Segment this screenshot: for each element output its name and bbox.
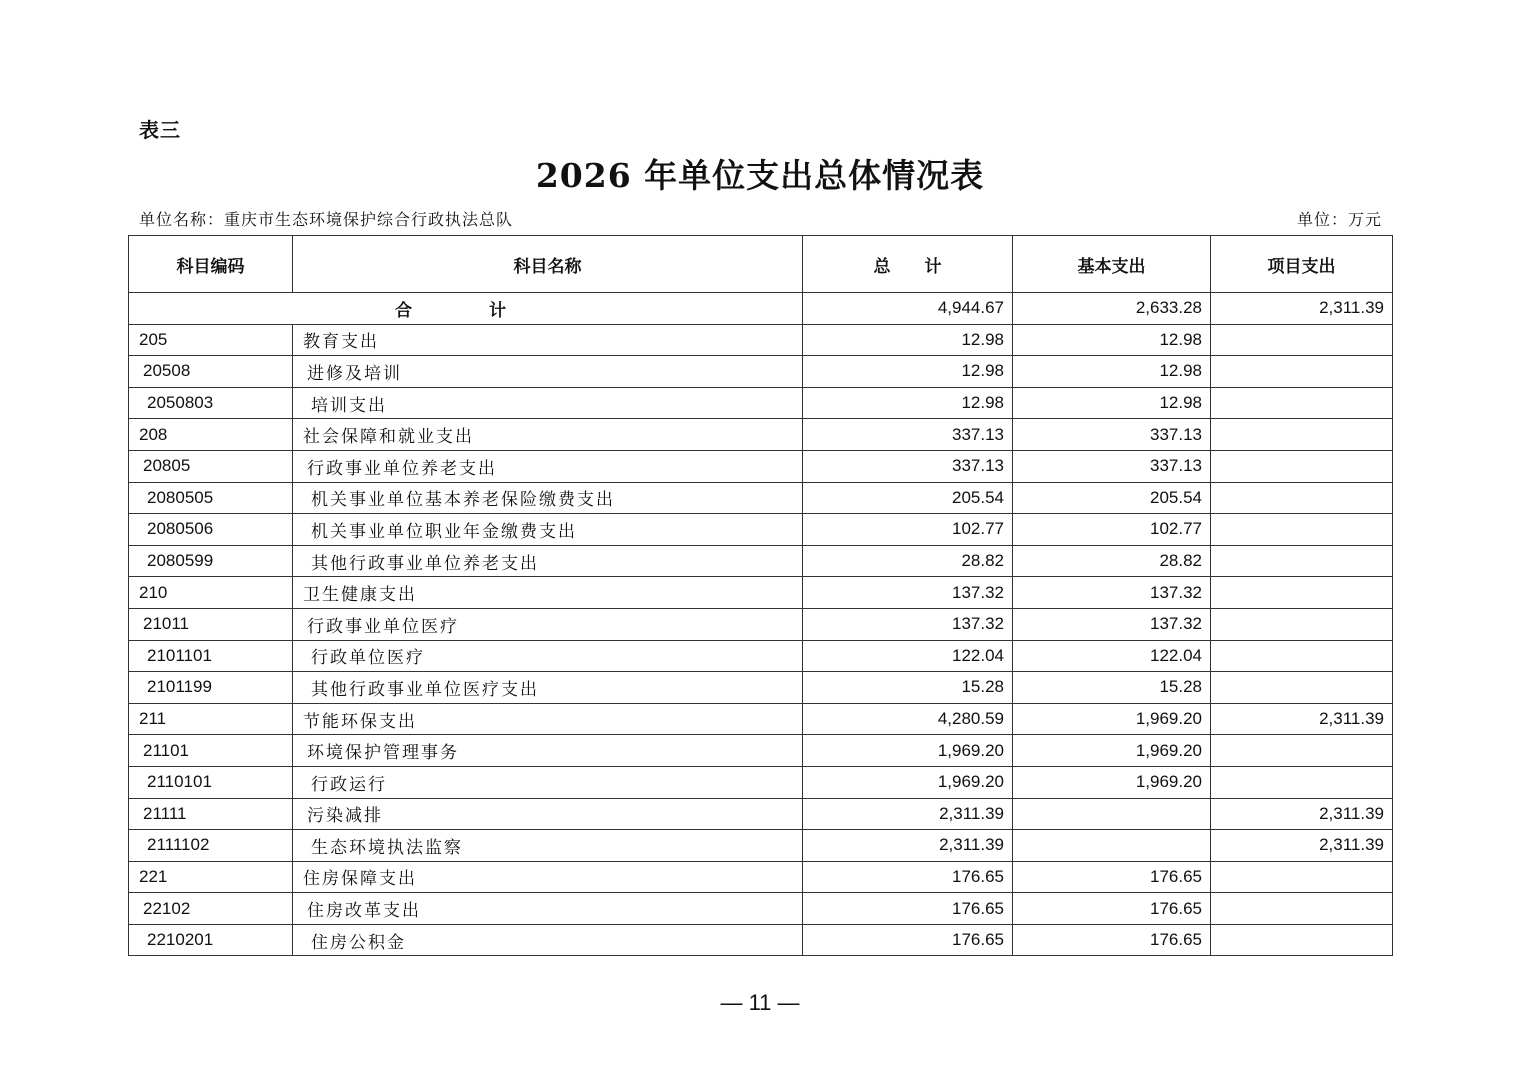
page-number: — 11 — xyxy=(720,990,800,1015)
total-label: 合 计 xyxy=(129,293,803,325)
cell-total: 2,311.39 xyxy=(803,830,1013,862)
cell-total: 15.28 xyxy=(803,672,1013,704)
total-basic: 2,633.28 xyxy=(1013,293,1211,325)
cell-code: 22102 xyxy=(129,893,293,925)
cell-code: 2101199 xyxy=(129,672,293,704)
cell-code: 2080599 xyxy=(129,545,293,577)
cell-project xyxy=(1211,608,1393,640)
cell-total: 28.82 xyxy=(803,545,1013,577)
cell-code: 210 xyxy=(129,577,293,609)
table-row xyxy=(129,514,1393,546)
cell-basic: 1,969.20 xyxy=(1013,735,1211,767)
cell-total: 12.98 xyxy=(803,356,1013,388)
cell-code: 221 xyxy=(129,861,293,893)
cell-name: 卫生健康支出 xyxy=(293,577,803,609)
cell-basic: 122.04 xyxy=(1013,640,1211,672)
cell-project xyxy=(1211,640,1393,672)
cell-project xyxy=(1211,482,1393,514)
unit-of-measure: 单位：万元 xyxy=(1296,210,1382,229)
cell-total: 4,280.59 xyxy=(803,703,1013,735)
cell-name: 培训支出 xyxy=(293,387,803,419)
cell-basic: 12.98 xyxy=(1013,324,1211,356)
cell-total: 2,311.39 xyxy=(803,798,1013,830)
cell-project xyxy=(1211,766,1393,798)
cell-basic: 176.65 xyxy=(1013,861,1211,893)
cell-basic: 1,969.20 xyxy=(1013,766,1211,798)
cell-total: 176.65 xyxy=(803,893,1013,925)
cell-name: 社会保障和就业支出 xyxy=(293,419,803,451)
cell-total: 176.65 xyxy=(803,861,1013,893)
table-row xyxy=(129,798,1393,830)
cell-code: 21101 xyxy=(129,735,293,767)
cell-name: 机关事业单位基本养老保险缴费支出 xyxy=(293,482,803,514)
cell-total: 137.32 xyxy=(803,577,1013,609)
table-row xyxy=(129,387,1393,419)
total-row xyxy=(129,293,1393,325)
header-total: 总 计 xyxy=(803,236,1013,293)
cell-project xyxy=(1211,924,1393,956)
cell-project: 2,311.39 xyxy=(1211,830,1393,862)
cell-basic: 15.28 xyxy=(1013,672,1211,704)
cell-basic xyxy=(1013,798,1211,830)
cell-basic: 28.82 xyxy=(1013,545,1211,577)
cell-code: 2210201 xyxy=(129,924,293,956)
cell-total: 205.54 xyxy=(803,482,1013,514)
cell-code: 2110101 xyxy=(129,766,293,798)
cell-basic: 337.13 xyxy=(1013,450,1211,482)
cell-name: 生态环境执法监察 xyxy=(293,830,803,862)
table-row xyxy=(129,608,1393,640)
table-row xyxy=(129,735,1393,767)
table-row xyxy=(129,545,1393,577)
cell-project xyxy=(1211,514,1393,546)
header-basic: 基本支出 xyxy=(1013,236,1211,293)
unit-name: 单位名称：重庆市生态环境保护综合行政执法总队 xyxy=(139,210,514,229)
cell-code: 21111 xyxy=(129,798,293,830)
table-row xyxy=(129,861,1393,893)
total-project: 2,311.39 xyxy=(1211,293,1393,325)
cell-name: 其他行政事业单位医疗支出 xyxy=(293,672,803,704)
table-row xyxy=(129,482,1393,514)
cell-project xyxy=(1211,545,1393,577)
table-label: 表三 xyxy=(139,118,181,142)
cell-basic: 137.32 xyxy=(1013,608,1211,640)
cell-code: 2101101 xyxy=(129,640,293,672)
cell-total: 337.13 xyxy=(803,450,1013,482)
header-name: 科目名称 xyxy=(293,236,803,293)
cell-project xyxy=(1211,450,1393,482)
table-row xyxy=(129,450,1393,482)
header-project: 项目支出 xyxy=(1211,236,1393,293)
cell-total: 1,969.20 xyxy=(803,766,1013,798)
cell-project xyxy=(1211,861,1393,893)
cell-code: 2080506 xyxy=(129,514,293,546)
table-row xyxy=(129,324,1393,356)
table-row xyxy=(129,640,1393,672)
table-row xyxy=(129,577,1393,609)
cell-code: 208 xyxy=(129,419,293,451)
table-row xyxy=(129,672,1393,704)
cell-total: 122.04 xyxy=(803,640,1013,672)
cell-project xyxy=(1211,324,1393,356)
header-row xyxy=(129,236,1393,293)
cell-name: 节能环保支出 xyxy=(293,703,803,735)
cell-code: 20805 xyxy=(129,450,293,482)
cell-name: 住房公积金 xyxy=(293,924,803,956)
cell-total: 102.77 xyxy=(803,514,1013,546)
cell-name: 污染减排 xyxy=(293,798,803,830)
total-sum: 4,944.67 xyxy=(803,293,1013,325)
cell-name: 进修及培训 xyxy=(293,356,803,388)
cell-project: 2,311.39 xyxy=(1211,798,1393,830)
cell-total: 137.32 xyxy=(803,608,1013,640)
cell-basic: 12.98 xyxy=(1013,387,1211,419)
cell-project xyxy=(1211,387,1393,419)
table-row xyxy=(129,924,1393,956)
cell-name: 行政事业单位医疗 xyxy=(293,608,803,640)
cell-total: 12.98 xyxy=(803,387,1013,419)
cell-name: 其他行政事业单位养老支出 xyxy=(293,545,803,577)
cell-total: 176.65 xyxy=(803,924,1013,956)
table-row xyxy=(129,419,1393,451)
cell-name: 机关事业单位职业年金缴费支出 xyxy=(293,514,803,546)
page-title: 2026 年单位支出总体情况表 xyxy=(535,156,985,195)
cell-name: 环境保护管理事务 xyxy=(293,735,803,767)
cell-project xyxy=(1211,577,1393,609)
cell-project xyxy=(1211,419,1393,451)
cell-basic: 102.77 xyxy=(1013,514,1211,546)
table-row xyxy=(129,893,1393,925)
cell-code: 2050803 xyxy=(129,387,293,419)
cell-basic: 205.54 xyxy=(1013,482,1211,514)
cell-code: 2111102 xyxy=(129,830,293,862)
cell-project xyxy=(1211,672,1393,704)
cell-basic: 1,969.20 xyxy=(1013,703,1211,735)
cell-code: 211 xyxy=(129,703,293,735)
cell-basic: 176.65 xyxy=(1013,924,1211,956)
cell-code: 20508 xyxy=(129,356,293,388)
cell-name: 行政运行 xyxy=(293,766,803,798)
cell-project xyxy=(1211,735,1393,767)
table-row xyxy=(129,356,1393,388)
cell-name: 住房保障支出 xyxy=(293,861,803,893)
cell-code: 21011 xyxy=(129,608,293,640)
cell-total: 12.98 xyxy=(803,324,1013,356)
cell-project xyxy=(1211,356,1393,388)
table-row xyxy=(129,766,1393,798)
cell-name: 住房改革支出 xyxy=(293,893,803,925)
cell-basic: 176.65 xyxy=(1013,893,1211,925)
cell-code: 2080505 xyxy=(129,482,293,514)
table-row xyxy=(129,830,1393,862)
cell-basic: 337.13 xyxy=(1013,419,1211,451)
cell-name: 行政事业单位养老支出 xyxy=(293,450,803,482)
cell-total: 337.13 xyxy=(803,419,1013,451)
expenditure-table xyxy=(128,235,1393,956)
header-code: 科目编码 xyxy=(129,236,293,293)
cell-project: 2,311.39 xyxy=(1211,703,1393,735)
table-row xyxy=(129,703,1393,735)
cell-total: 1,969.20 xyxy=(803,735,1013,767)
cell-basic: 12.98 xyxy=(1013,356,1211,388)
cell-name: 教育支出 xyxy=(293,324,803,356)
cell-name: 行政单位医疗 xyxy=(293,640,803,672)
cell-basic: 137.32 xyxy=(1013,577,1211,609)
cell-basic xyxy=(1013,830,1211,862)
cell-code: 205 xyxy=(129,324,293,356)
cell-project xyxy=(1211,893,1393,925)
